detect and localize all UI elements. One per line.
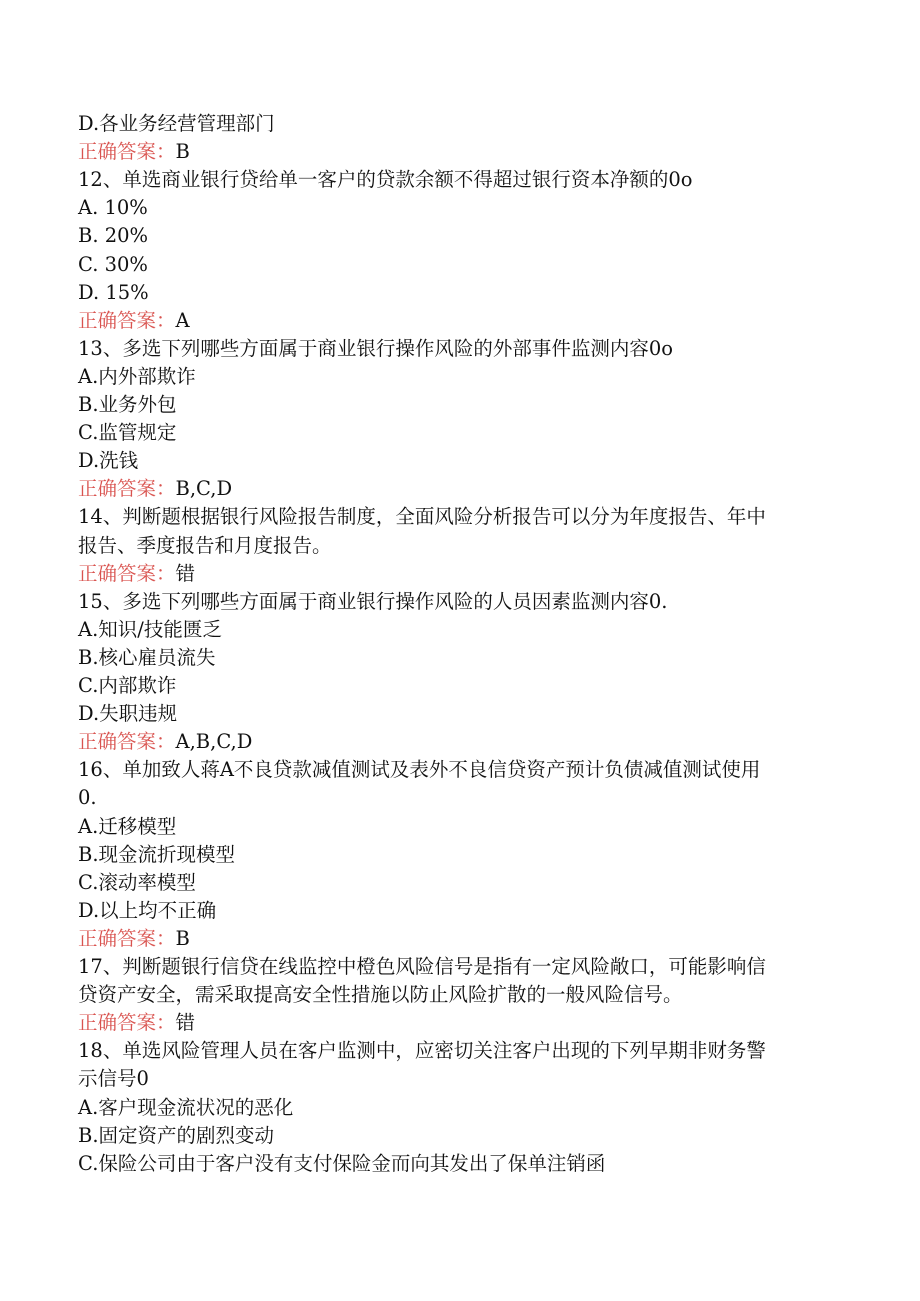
question-text: 17、判断题银行信贷在线监控中橙色风险信号是指有一定风险敞口，可能影响信: [78, 955, 766, 978]
option-text: D.以上均不正确: [78, 898, 217, 922]
option-text: A.知识/技能匮乏: [78, 617, 222, 641]
answer-line: [78, 309, 190, 333]
option-text: A. 10%: [78, 196, 148, 220]
answer-value: 错: [175, 561, 196, 585]
option-text: A.迁移模型: [78, 814, 177, 838]
answer-label: 正确答案：: [78, 477, 176, 501]
option-text: B.业务外包: [78, 393, 177, 416]
answer-line: [78, 730, 252, 754]
answer-value: B: [175, 140, 190, 164]
option-text: D. 15%: [78, 280, 149, 304]
option-text: B.固定资产的剧烈变动: [78, 1123, 275, 1147]
answer-label: 正确答案：: [78, 308, 176, 332]
question-text: 18、单选风险管理人员在客户监测中，应密切关注客户出现的下列早期非财务警: [78, 1039, 766, 1063]
answer-line: [78, 562, 195, 586]
question-text: 16、单加致人蒋A不良贷款减值测试及表外不良信贷资产预计负债减值测试使用: [78, 758, 761, 782]
question-text: 示信号0: [78, 1067, 149, 1091]
option-text: B.核心雇员流失: [78, 645, 216, 669]
option-text: C. 30%: [78, 252, 148, 276]
option-text: B. 20%: [78, 224, 149, 248]
answer-line: [78, 477, 232, 501]
answer-value: B,C,D: [175, 477, 233, 501]
answer-label: 正确答案：: [78, 1011, 176, 1035]
answer-line: [78, 927, 190, 951]
option-text: A.内外部欺诈: [78, 364, 196, 388]
answer-label: 正确答案：: [78, 561, 176, 585]
question-text: 报告、季度报告和月度报告。: [78, 533, 332, 557]
answer-label: 正确答案：: [78, 926, 176, 950]
option-text: C.滚动率模型: [78, 870, 196, 894]
question-text: 14、判断题根据银行风险报告制度，全面风险分析报告可以分为年度报告、年中: [78, 505, 766, 529]
answer-line: [78, 1011, 195, 1035]
question-text: 12、单选商业银行贷给单一客户的贷款余额不得超过银行资本净额的0o: [78, 168, 693, 192]
option-text: B.现金流折现模型: [78, 842, 236, 866]
answer-value: B: [175, 926, 190, 950]
question-text: 13、多选下列哪些方面属于商业银行操作风险的外部事件监测内容0o: [78, 336, 673, 360]
option-text: C.内部欺诈: [78, 674, 177, 697]
question-text: 15、多选下列哪些方面属于商业银行操作风险的人员因素监测内容0.: [78, 589, 668, 613]
answer-line: [78, 140, 190, 164]
option-text: A.客户现金流状况的恶化: [78, 1095, 294, 1119]
option-text: D.洗钱: [78, 449, 139, 473]
option-text: D.失职违规: [78, 702, 178, 726]
question-text: 0.: [78, 786, 97, 810]
option-text: D.各业务经营管理部门: [78, 112, 275, 135]
answer-value: A,B,C,D: [175, 730, 253, 754]
answer-value: 错: [175, 1011, 196, 1035]
answer-value: A: [175, 308, 190, 332]
answer-label: 正确答案：: [78, 730, 176, 754]
option-text: C.保险公司由于客户没有支付保险金而向其发出了保单注销函: [78, 1151, 606, 1175]
answer-label: 正确答案：: [78, 140, 176, 164]
option-text: C.监管规定: [78, 421, 177, 445]
question-text: 贷资产安全，需采取提高安全性措施以防止风险扩散的一般风险信号。: [78, 983, 683, 1007]
